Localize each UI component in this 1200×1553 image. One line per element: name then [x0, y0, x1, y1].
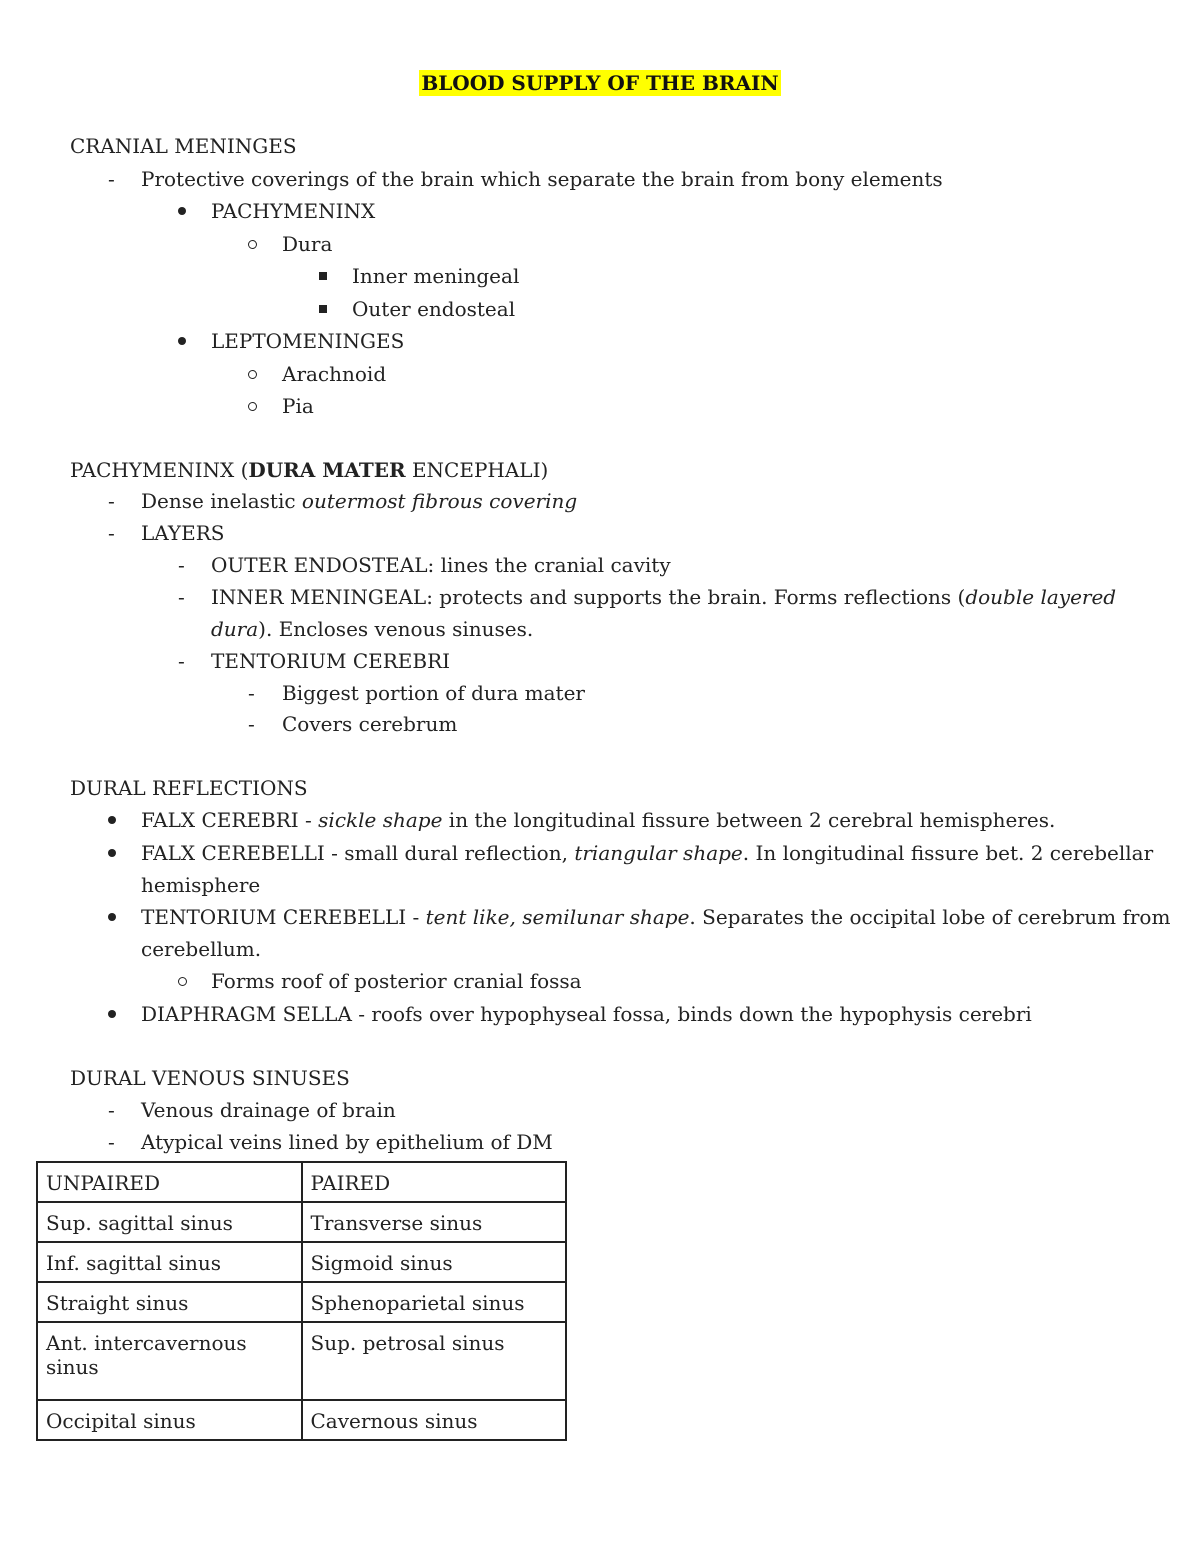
table-row: [37, 1282, 566, 1322]
table-row: [37, 1202, 566, 1242]
table-cell: Ant. intercavernous sinus: [37, 1322, 302, 1400]
bullet-disc-icon: [108, 913, 116, 921]
table-cell: Sup. sagittal sinus: [37, 1202, 302, 1242]
table-header-cell: UNPAIRED: [37, 1162, 302, 1202]
dash-marker: [108, 1129, 115, 1155]
dash-marker: [178, 552, 185, 578]
table-header-cell: PAIRED: [302, 1162, 567, 1202]
table-header-row: [37, 1162, 566, 1202]
title-wrapper: [0, 70, 1200, 96]
table-row: [37, 1242, 566, 1282]
page-title: BLOOD SUPPLY OF THE BRAIN: [421, 71, 779, 95]
table-cell: Inf. sagittal sinus: [37, 1242, 302, 1282]
bullet-disc-icon: [108, 816, 116, 824]
table-cell: Sup. petrosal sinus: [302, 1322, 567, 1400]
table-row: [37, 1322, 566, 1400]
dash-marker: [108, 166, 115, 192]
dash-marker: [108, 488, 115, 514]
dash-marker: [108, 520, 115, 546]
bullet-circle-icon: [248, 370, 257, 379]
bullet-disc-icon: [108, 1010, 116, 1018]
table-cell: Sigmoid sinus: [302, 1242, 567, 1282]
bullet-square-icon: [319, 305, 327, 313]
bullet-circle-icon: [248, 402, 257, 411]
bullet-circle-icon: [248, 240, 257, 249]
table-cell: Cavernous sinus: [302, 1400, 567, 1440]
bullet-disc-icon: [178, 337, 186, 345]
bullet-square-icon: [319, 272, 327, 280]
bullet-circle-icon: [178, 977, 187, 986]
venous-sinus-table: [36, 1161, 567, 1441]
table-cell: Straight sinus: [37, 1282, 302, 1322]
dash-marker: [178, 584, 185, 610]
table-row: [37, 1400, 566, 1440]
bullet-disc-icon: [108, 849, 116, 857]
table-cell: Transverse sinus: [302, 1202, 567, 1242]
table-cell: Sphenoparietal sinus: [302, 1282, 567, 1322]
dash-marker: [248, 680, 255, 706]
table-cell: Occipital sinus: [37, 1400, 302, 1440]
dash-marker: [248, 711, 255, 737]
dash-marker: [178, 648, 185, 674]
dash-marker: [108, 1097, 115, 1123]
bullet-disc-icon: [178, 207, 186, 215]
